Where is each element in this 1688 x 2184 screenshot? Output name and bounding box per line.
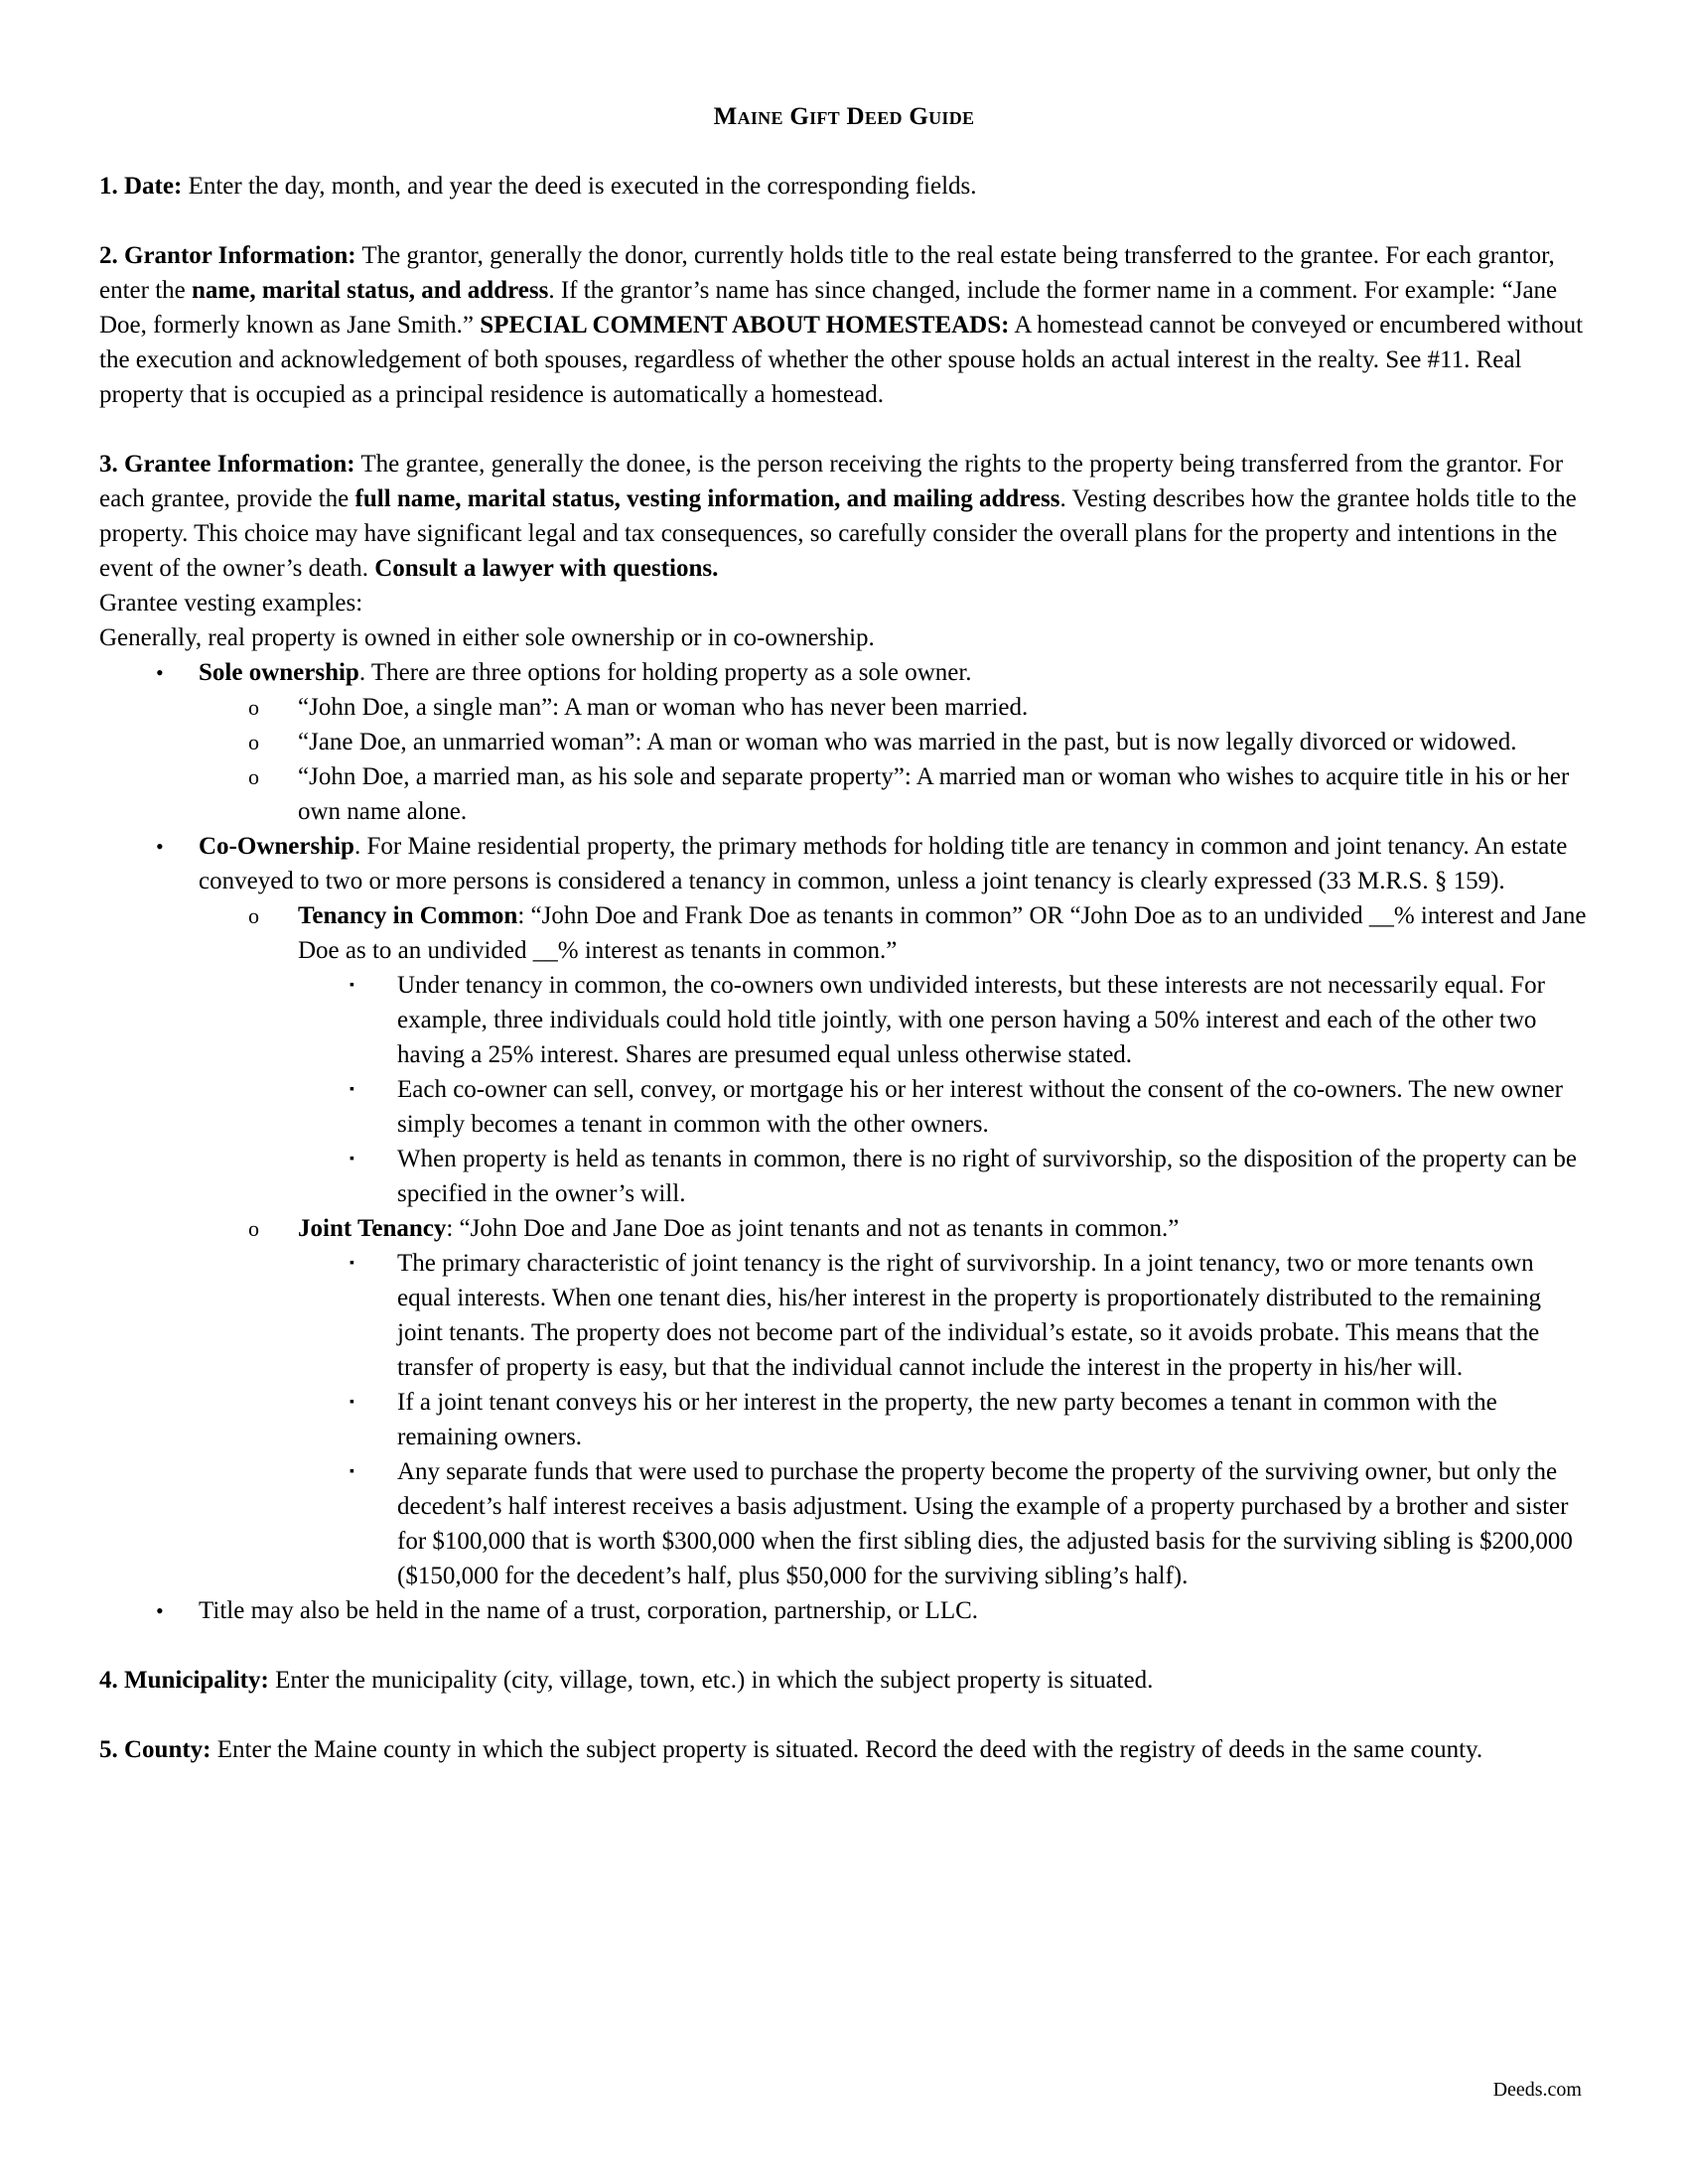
- list-item: o “John Doe, a single man”: A man or woman who has never been married.: [99, 690, 1589, 725]
- section-label: 2. Grantor Information:: [99, 242, 356, 269]
- section-label: 3. Grantee Information:: [99, 451, 355, 478]
- bullet-icon: •: [156, 660, 164, 685]
- section-label: 1. Date:: [99, 173, 183, 200]
- section-grantee: 3. Grantee Information: The grantee, generally the donee, is the person receiving the rights to the property being transferred from the grantor. For each grantee, provide the full name, marital status, vesting information, and mailing address. Vesting describes how the grantee holds title to the property. This choice may have significant legal and tax consequences, so carefully consider the overall plans for the property and intentions in the event of the owner’s death. Consult a lawyer with questions. Grantee vesting examples: Generally, real property is owned in either sole ownership or in co-ownership. • Sole ownership. There are three options for holding property as a sole owner. o “John Doe, a single man”: A man or woman who has never been married. o “Jane Doe, an unmarried woman”: A man or woman who was married in the past, but is now legally divorced or widowed. o “John Doe, a married man, as his sole and separate property”: A married man or woman who wishes to acquire title in his or her own name alone. • Co-Ownership. For Maine residential property, the primary methods for holding title are tenancy in common and joint tenancy. An estate conveyed to two or more persons is considered a tenancy in common, unless a joint tenancy is clearly expressed (33 M.R.S. § 159). o Tenancy in Common: “John Doe and Frank Doe as tenants in common” OR “John Doe as to an undivided __% interest and Jane Doe as to an undivided __% interest as tenants in common.” ▪ Under tenancy in common, the co-owners own undivided interests, but these interests are not necessarily equal. For example, three individuals could hold title jointly, with one person having a 50% interest and each of the other two having a 25% interest. Shares are presumed equal unless otherwise stated. ▪ Each co-owner can sell, convey, or mortgage his or her interest without the consent of the co-owners. The new owner simply becomes a tenant in common with the other owners. ▪ When property is held as tenants in common, there is no right of survivorship, so the disposition of the property can be specified in the owner’s will. o Joint Tenancy: “John Doe and Jane Doe as joint tenants and not as tenants in common.” ▪ The primary characteristic of joint tenancy is the right of survivorship. In a joint tenancy, two or more tenants own equal interests. When one tenant dies, his/her interest in the property is proportionately distributed to the remaining joint tenants. The property does not become part of the individual’s estate, so it avoids probate. This means that the transfer of property is easy, but that the individual cannot include the interest in the property in his/her will. ▪ If a joint tenant conveys his or her interest in the property, the new party becomes a tenant in common with the remaining owners. ▪ Any separate funds that were used to purchase the property become the property of the surviving owner, but only the decedent’s half interest receives a basis adjustment. Using the example of a property purchased by a brother and sister for $100,000 that is worth $300,000 when the first sibling dies, the adjusted basis for the surviving sibling is $200,000 ($150,000 for the decedent’s half, plus $50,000 for the surviving sibling’s half). • Title may also be held in the name of a trust, corporation, partnership, or LLC.: [99, 447, 1589, 1628]
- square-bullet-icon: ▪: [350, 1082, 354, 1097]
- list-item-joint-tenancy: o Joint Tenancy: “John Doe and Jane Doe as joint tenants and not as tenants in common.”: [99, 1211, 1589, 1246]
- circle-bullet-icon: o: [248, 903, 259, 928]
- section-label: 5. County:: [99, 1736, 211, 1763]
- list-item-co-ownership: • Co-Ownership. For Maine residential property, the primary methods for holding title are tenancy in common and joint tenancy. An estate conveyed to two or more persons is considered a tenancy in common, unless a joint tenancy is clearly expressed (33 M.R.S. § 159).: [99, 829, 1589, 898]
- circle-bullet-icon: o: [248, 695, 259, 720]
- list-item: ▪ Any separate funds that were used to purchase the property become the property of the surviving owner, but only the decedent’s half interest receives a basis adjustment. Using the example of a property purchased by a brother and sister for $100,000 that is worth $300,000 when the first sibling dies, the adjusted basis for the surviving sibling is $200,000 ($150,000 for the decedent’s half, plus $50,000 for the surviving sibling’s half).: [99, 1454, 1589, 1593]
- section-municipality: 4. Municipality: Enter the municipality (city, village, town, etc.) in which the subject property is situated.: [99, 1667, 1154, 1694]
- section-grantor: 2. Grantor Information: The grantor, generally the donor, currently holds title to the real estate being transferred to the grantee. For each grantor, enter the name, marital status, and address. If the grantor’s name has since changed, include the former name in a comment. For example: “Jane Doe, formerly known as Jane Smith.” SPECIAL COMMENT ABOUT HOMESTEADS: A homestead cannot be conveyed or encumbered without the execution and acknowledgement of both spouses, regardless of whether the other spouse holds an actual interest in the realty. See #11. Real property that is occupied as a principal residence is automatically a homestead.: [99, 242, 1584, 408]
- circle-bullet-icon: o: [248, 730, 259, 754]
- footer-brand: Deeds.com: [1492, 2079, 1582, 2101]
- list-item: o “John Doe, a married man, as his sole and separate property”: A married man or woman who wishes to acquire title in his or her own name alone.: [99, 759, 1589, 829]
- list-item-trust: • Title may also be held in the name of a trust, corporation, partnership, or LLC.: [99, 1593, 1589, 1628]
- circle-bullet-icon: o: [248, 1216, 259, 1241]
- circle-bullet-icon: o: [248, 764, 259, 789]
- square-bullet-icon: ▪: [350, 1464, 354, 1479]
- list-item: ▪ If a joint tenant conveys his or her interest in the property, the new party becomes a tenant in common with the remaining owners.: [99, 1385, 1589, 1454]
- list-item: ▪ The primary characteristic of joint tenancy is the right of survivorship. In a joint tenancy, two or more tenants own equal interests. When one tenant dies, his/her interest in the property is proportionately distributed to the remaining joint tenants. The property does not become part of the individual’s estate, so it avoids probate. This means that the transfer of property is easy, but that the individual cannot include the interest in the property in his/her will.: [99, 1246, 1589, 1385]
- section-label: 4. Municipality:: [99, 1667, 269, 1694]
- list-item: ▪ Each co-owner can sell, convey, or mortgage his or her interest without the consent of the co-owners. The new owner simply becomes a tenant in common with the other owners.: [99, 1072, 1589, 1142]
- list-item-sole-ownership: • Sole ownership. There are three options for holding property as a sole owner.: [99, 655, 1589, 690]
- bullet-icon: •: [156, 834, 164, 859]
- list-item: ▪ When property is held as tenants in common, there is no right of survivorship, so the disposition of the property can be specified in the owner’s will.: [99, 1142, 1589, 1211]
- section-county: 5. County: Enter the Maine county in which the subject property is situated. Record the deed with the registry of deeds in the same county.: [99, 1736, 1483, 1763]
- square-bullet-icon: ▪: [350, 1152, 354, 1166]
- bullet-icon: •: [156, 1598, 164, 1623]
- vesting-intro: Grantee vesting examples:: [99, 590, 363, 616]
- page-title: Maine Gift Deed Guide: [713, 103, 975, 130]
- square-bullet-icon: ▪: [350, 978, 354, 993]
- list-item: o “Jane Doe, an unmarried woman”: A man or woman who was married in the past, but is now legally divorced or widowed.: [99, 725, 1589, 759]
- ownership-general: Generally, real property is owned in either sole ownership or in co-ownership.: [99, 624, 875, 651]
- list-item-tenancy-in-common: o Tenancy in Common: “John Doe and Frank Doe as tenants in common” OR “John Doe as to an undivided __% interest and Jane Doe as to an undivided __% interest as tenants in common.”: [99, 898, 1589, 968]
- square-bullet-icon: ▪: [350, 1256, 354, 1271]
- document-page: [99, 99, 1589, 1802]
- section-date: 1. Date: Enter the day, month, and year the deed is executed in the corresponding fields.: [99, 173, 977, 200]
- square-bullet-icon: ▪: [350, 1395, 354, 1410]
- list-item: ▪ Under tenancy in common, the co-owners own undivided interests, but these interests are not necessarily equal. For example, three individuals could hold title jointly, with one person having a 50% interest and each of the other two having a 25% interest. Shares are presumed equal unless otherwise stated.: [99, 968, 1589, 1072]
